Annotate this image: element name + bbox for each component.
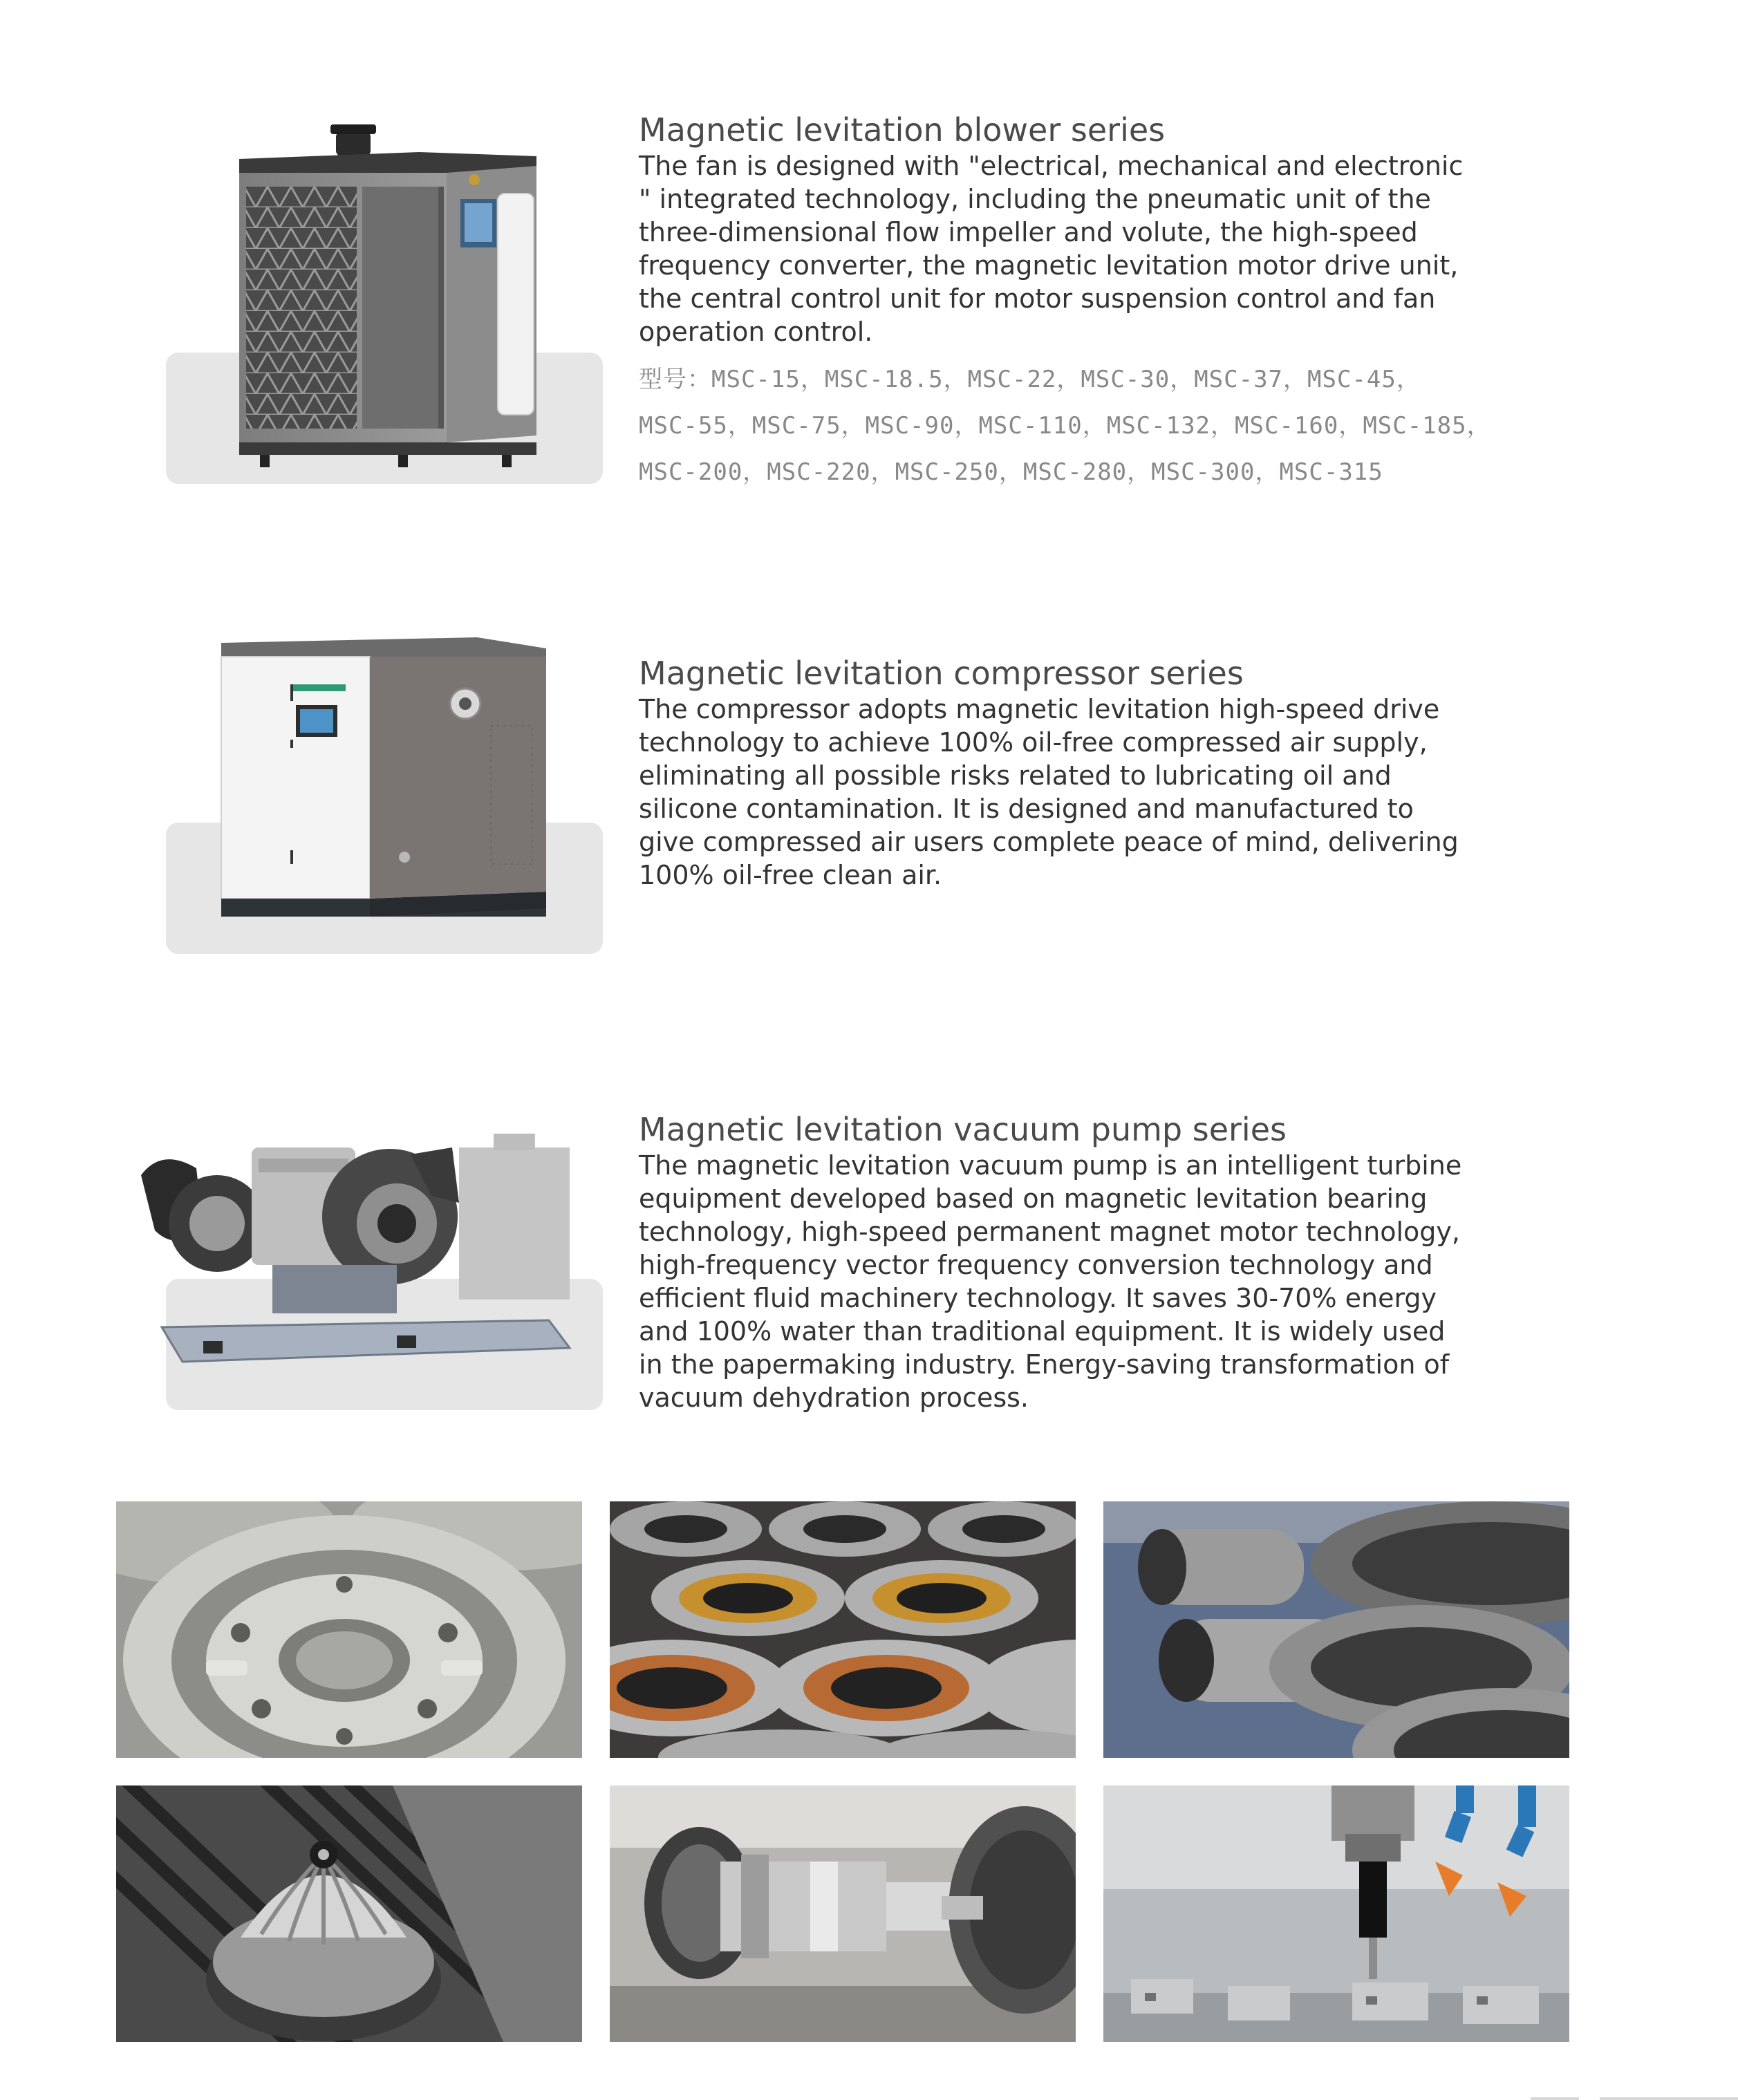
vacuum-pump-image [166, 1120, 603, 1431]
gallery-photo-volute-castings [1103, 1501, 1569, 1758]
gallery-photo-cnc-milling [1103, 1785, 1569, 2042]
product-vacuum-pump [0, 1092, 1738, 1438]
gallery-photo-stators [610, 1501, 1076, 1758]
blower-machine-illustration [232, 124, 550, 470]
footer-divider [1531, 2093, 1738, 2100]
product-description: The fan is designed with "electrical, mechanical and electronic " integrated technology, including the pneumatic unit of the three-dimensional flow impeller and volute, the high-speed frequency converter, the magnetic levitation motor drive unit, the central control unit for motor suspension control and fan operation control. [639, 151, 1464, 347]
gallery-photo-impeller [116, 1785, 582, 2042]
product-blower [0, 0, 1738, 525]
blower-text [639, 111, 1531, 496]
product-title: Magnetic levitation blower series [639, 111, 1166, 149]
compressor-text [639, 654, 1531, 892]
blower-image [166, 124, 603, 484]
product-title: Magnetic levitation vacuum pump series [639, 1111, 1287, 1148]
product-compressor [0, 594, 1738, 982]
vacuum-pump-machine-illustration [134, 1120, 583, 1389]
product-description: The magnetic levitation vacuum pump is an intelligent turbine equipment developed based on magnetic levitation bearing technology, high-speed permanent magnet motor technology, high-frequency vector frequency conversion technology and efficient fluid machinery technology. It saves 30-70% energy and 100% water than traditional equipment. It is widely used in the papermaking industry. Energy-saving transformation of vacuum dehydration process. [639, 1150, 1462, 1413]
product-title: Magnetic levitation compressor series [639, 655, 1244, 692]
product-description: The compressor adopts magnetic levitation high-speed drive technology to achieve 100% oil-free compressed air supply, eliminating all possible risks related to lubricating oil and silicone contamination. It is designed and manufactured to give compressed air users complete peace of mind, delivering 100% oil-free clean air. [639, 694, 1459, 890]
compressor-machine-illustration [214, 622, 553, 926]
gallery-photo-lathe-shaft [610, 1785, 1076, 2042]
vacuum-pump-text [639, 1110, 1531, 1414]
model-list: 型号：MSC-15，MSC-18.5，MSC-22，MSC-30，MSC-37，MSC-45， MSC-55，MSC-75，MSC-90，MSC-110，MSC-132，MSC-160，MSC-185， MSC-200，MSC-220，MSC-250，MSC-280，MSC-300，MSC-315 [639, 366, 1491, 486]
gallery-photo-machined-plate [116, 1501, 582, 1758]
manufacturing-gallery [116, 1501, 1571, 2042]
compressor-image [166, 622, 603, 954]
